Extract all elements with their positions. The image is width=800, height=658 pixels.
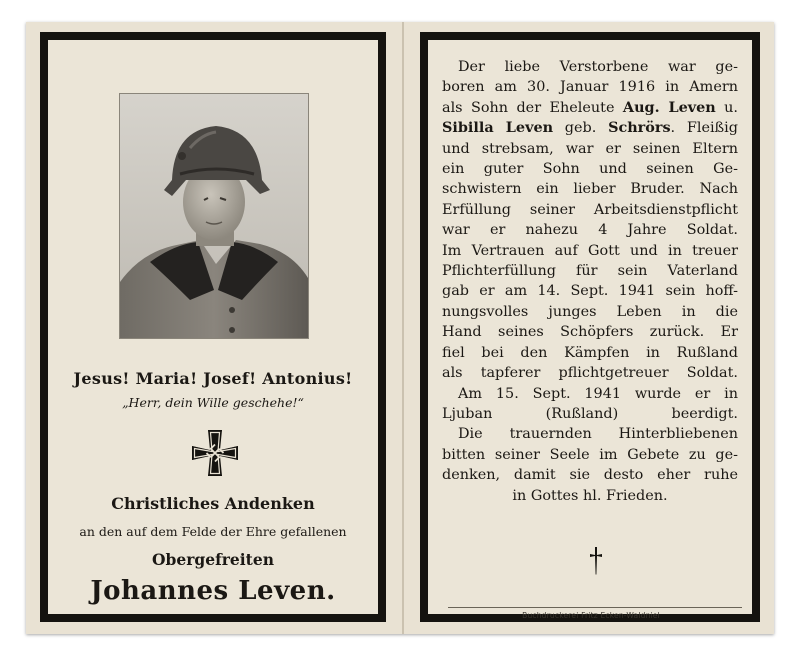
biography-line (442, 261, 738, 281)
line-text: geb. (553, 120, 609, 137)
biography-line (442, 241, 738, 261)
fallen-line: an den auf dem Felde der Ehre gefallenen (79, 524, 347, 539)
biography-line (442, 57, 738, 77)
line-text: Hand seines Schöpfers zurück. Er (442, 324, 738, 341)
biography-line (442, 220, 738, 240)
biography-line (442, 465, 738, 485)
invocation-line: Jesus! Maria! Josef! Antonius! (73, 369, 353, 388)
biography-line (442, 281, 738, 301)
biography-line (442, 322, 738, 342)
biography-line (442, 118, 738, 138)
iron-cross-icon (190, 428, 240, 478)
line-text: boren am 30. Januar 1916 in Amern (442, 79, 738, 96)
line-text: bitten seiner Seele im Gebete zu ge- (442, 446, 738, 463)
left-panel (40, 32, 386, 622)
printer-credit: Buchdruckerei Fritz Ecken-Waldniel (522, 611, 660, 620)
memorial-heading: Christliches Andenken (111, 494, 315, 513)
right-panel (420, 32, 760, 622)
biography-line (442, 363, 738, 383)
biography-line (442, 486, 738, 506)
biography-line (442, 200, 738, 220)
deceased-name: Johannes Leven. (90, 576, 336, 606)
biography-line (442, 179, 738, 199)
line-text: Im Vertrauen auf Gott und in treuer (442, 242, 738, 259)
line-text: als tapferer pflichtgetreuer Soldat. (442, 365, 738, 382)
biography-line (442, 139, 738, 159)
biography-line (442, 445, 738, 465)
card-fold (402, 22, 404, 634)
biography-line (442, 343, 738, 363)
rank-title: Obergefreiten (152, 550, 274, 569)
memorial-card (26, 22, 774, 634)
line-text: Erfüllung seiner Arbeitsdienstpflicht (442, 201, 738, 218)
line-text: u. (715, 99, 739, 116)
line-text: Am 15. Sept. 1941 wurde er in (458, 385, 738, 402)
prayer-line: „Herr, dein Wille geschehe!“ (122, 395, 304, 410)
biography-line (442, 159, 738, 179)
line-text: Der liebe Verstorbene war ge- (458, 59, 738, 75)
bold-name: Schrörs (608, 119, 671, 137)
footer-rule (448, 607, 742, 608)
line-text: nungsvolles junges Leben in die (442, 303, 738, 320)
line-text: denken, damit sie desto eher ruhe (442, 467, 738, 484)
biography-line (442, 404, 738, 424)
line-text: und strebsam, war er seinen Eltern (442, 140, 738, 157)
line-text: schwistern ein lieber Bruder. Nach (442, 181, 738, 198)
biography-line (442, 384, 738, 404)
line-text: fiel bei den Kämpfen in Rußland (442, 344, 738, 361)
line-text: . Fleißig (670, 120, 738, 137)
line-text: Die trauernden Hinterbliebenen (458, 426, 738, 443)
bold-name: Aug. Leven (622, 98, 716, 116)
soldier-portrait-photo (120, 94, 308, 338)
dagger-cross-icon (589, 546, 603, 576)
line-text: Pflichterfüllung für sein Vaterland (442, 263, 738, 280)
line-text: in Gottes hl. Frieden. (512, 487, 668, 504)
line-text: als Sohn der Eheleute (442, 99, 623, 116)
biography-line (442, 77, 738, 97)
biography-line (442, 424, 738, 444)
biography-text (442, 57, 738, 506)
line-text: Ljuban (Rußland) beerdigt. (442, 405, 738, 422)
line-text: gab er am 14. Sept. 1941 sein hoff- (442, 283, 738, 300)
line-text: war er nahezu 4 Jahre Soldat. (442, 222, 738, 239)
biography-line (442, 98, 738, 118)
bold-name: Sibilla Leven (442, 119, 554, 137)
biography-line (442, 302, 738, 322)
line-text: ein guter Sohn und seinen Ge- (442, 161, 738, 178)
